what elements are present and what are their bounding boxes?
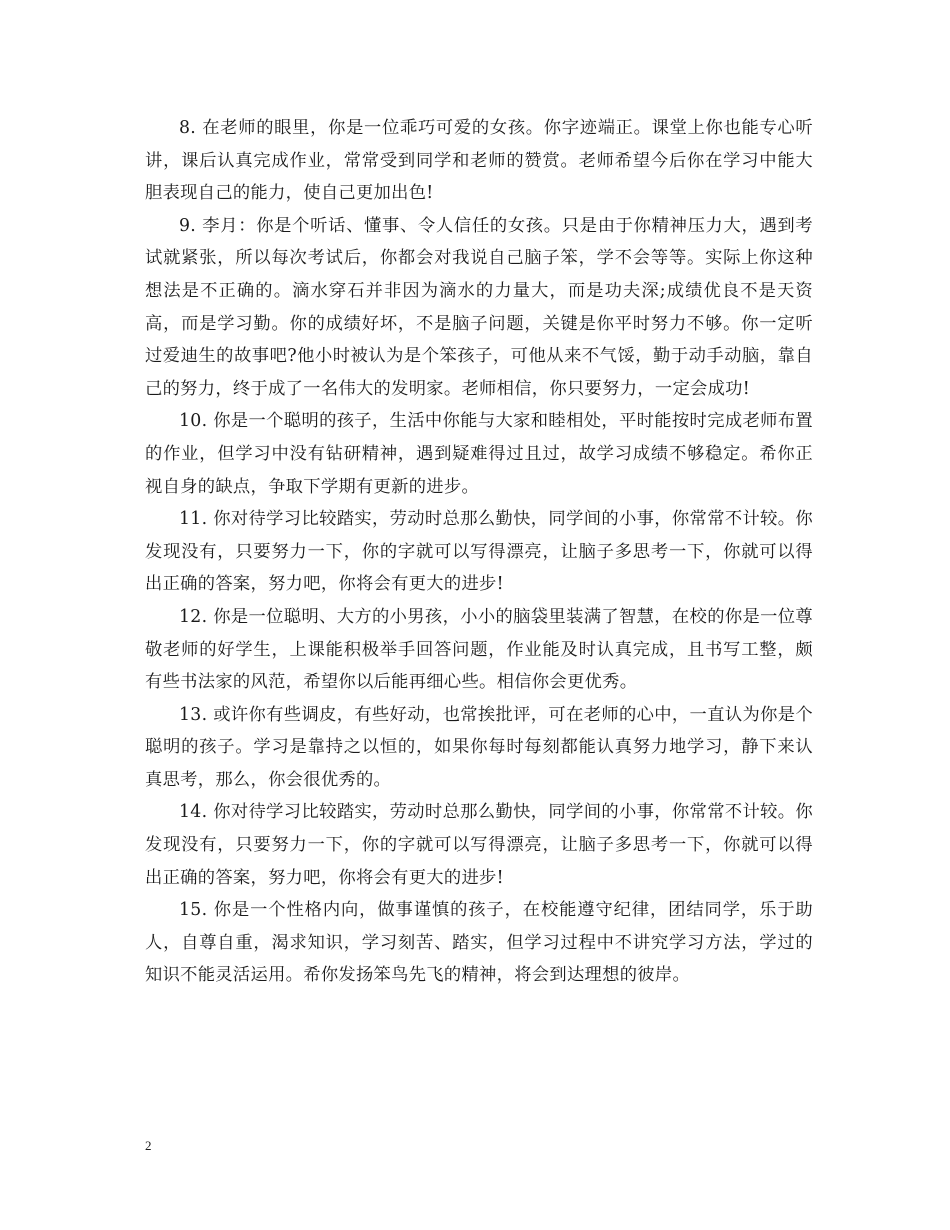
paragraph-10: 10. 你是一个聪明的孩子，生活中你能与大家和睦相处，平时能按时完成老师布置的作业，但学习中没有钻研精神，遇到疑难得过且过，故学习成绩不够稳定。希你正视自身的缺点，争取下学期有更新的进步。 (145, 411, 813, 497)
paragraph-11: 11. 你对待学习比较踏实，劳动时总那么勤快，同学间的小事，你常常不计较。你发现没有，只要努力一下，你的字就可以写得漂亮，让脑子多思考一下，你就可以得出正确的答案，努力吧，你将会有更大的进步! (145, 509, 813, 595)
document-body (145, 112, 813, 992)
paragraph-12: 12. 你是一位聪明、大方的小男孩，小小的脑袋里装满了智慧，在校的你是一位尊敬老师的好学生，上课能积极举手回答问题，作业能及时认真完成，且书写工整，颇有些书法家的风范，希望你以后能再细心些。相信你会更优秀。 (145, 606, 813, 693)
paragraph-14: 14. 你对待学习比较踏实，劳动时总那么勤快，同学间的小事，你常常不计较。你发现没有，只要努力一下，你的字就可以写得漂亮，让脑子多思考一下，你就可以得出正确的答案，努力吧，你将会有更大的进步! (145, 802, 813, 888)
paragraph-15: 15. 你是一个性格内向，做事谨慎的孩子，在校能遵守纪律，团结同学，乐于助人，自尊自重，渴求知识，学习刻苦、踏实，但学习过程中不讲究学习方法，学过的知识不能灵活运用。希你发扬笨鸟先飞的精神，将会到达理想的彼岸。 (145, 900, 813, 986)
paragraph-9: 9. 李月：你是个听话、懂事、令人信任的女孩。只是由于你精神压力大，遇到考试就紧张，所以每次考试后，你都会对我说自己脑子笨，学不会等等。实际上你这种想法是不正确的。滴水穿石并非因为滴水的力量大，而是功夫深;成绩优良不是天资高，而是学习勤。你的成绩好坏，不是脑子问题，关键是你平时努力不够。你一定听过爱迪生的故事吧?他小时被认为是个笨孩子，可他从来不气馁，勤于动手动脑，靠自己的努力，终于成了一名伟大的发明家。老师相信，你只要努力，一定会成功! (145, 215, 813, 399)
paragraph-8: 8. 在老师的眼里，你是一位乖巧可爱的女孩。你字迹端正。课堂上你也能专心听讲，课后认真完成作业，常常受到同学和老师的赞赏。老师希望今后你在学习中能大胆表现自己的能力，使自己更加出色! (145, 118, 813, 204)
page-number: 2 (145, 1138, 152, 1153)
paragraph-13: 13. 或许你有些调皮，有些好动，也常挨批评，可在老师的心中，一直认为你是个聪明的孩子。学习是靠持之以恒的，如果你每时每刻都能认真努力地学习，静下来认真思考，那么，你会很优秀的。 (145, 704, 813, 790)
